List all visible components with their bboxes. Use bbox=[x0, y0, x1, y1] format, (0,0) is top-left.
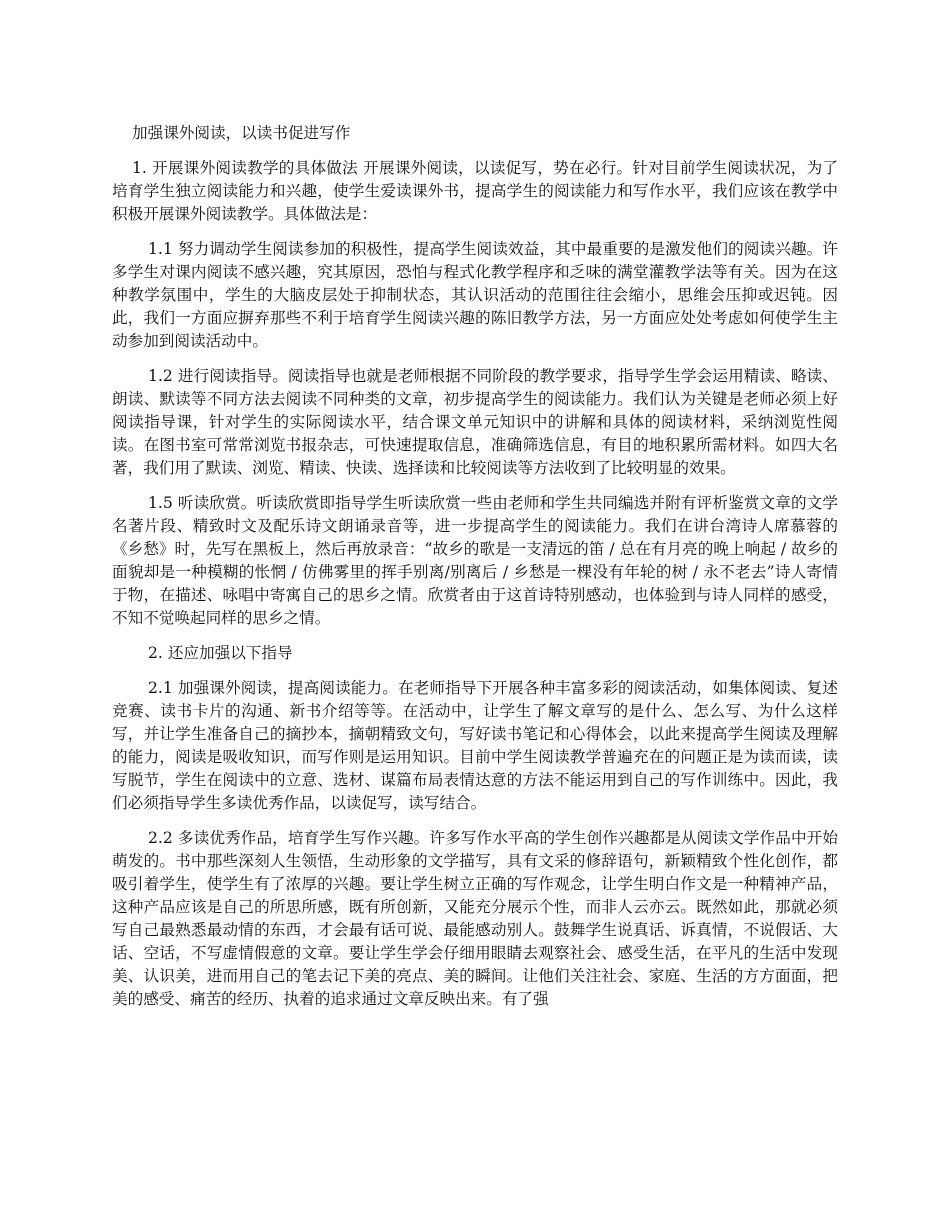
document-page bbox=[112, 122, 838, 1023]
paragraph-section-2-2: 2.2 多读优秀作品，培育学生写作兴趣。许多写作水平高的学生创作兴趣都是从阅读文学作品中开始萌发的。书中那些深刻人生领悟，生动形象的文学描写，具有文采的修辞语句，新颖精致个性化创作，都吸引着学生，使学生有了浓厚的兴趣。要让学生树立正确的写作观念，让学生明白作文是一种精神产品，这种产品应该是自己的所思所感，既有所创新，又能充分展示个性，而非人云亦云。既然如此，那就必须写自己最熟悉最动情的东西，才会最有话可说、最能感动别人。鼓舞学生说真话、诉真情，不说假话、大话、空话，不写虚情假意的文章。要让学生学会仔细用眼睛去观察社会、感受生活，在平凡的生活中发现美、认识美，进而用自己的笔去记下美的亮点、美的瞬间。让他们关注社会、家庭、生活的方方面面，把美的感受、痛苦的经历、执着的追求通过文章反映出来。有了强 bbox=[112, 829, 838, 1008]
document-title: 加强课外阅读，以读书促进写作 bbox=[132, 124, 351, 142]
paragraph-section-2-heading: 2. 还应加强以下指导 bbox=[148, 644, 293, 662]
paragraph-section-2-1: 2.1 加强课外阅读，提高阅读能力。在老师指导下开展各种丰富多彩的阅读活动，如集体阅读、复述竞赛、读书卡片的沟通、新书介绍等等。在活动中，让学生了解文章写的是什么、怎么写、为什么这样写，并让学生准备自己的摘抄本，摘朝精致文句，写好读书笔记和心得体会，以此来提高学生阅读及理解的能力，阅读是吸收知识，而写作则是运用知识。目前中学生阅读教学普遍充在的问题正是为读而读，读写脱节，学生在阅读中的立意、选材、谋篇布局表情达意的方法不能运用到自己的写作训练中。因此，我们必须指导学生多读优秀作品，以读促写，读写结合。 bbox=[112, 679, 838, 812]
paragraph-section-1-1: 1.1 努力调动学生阅读参加的积极性，提高学生阅读效益，其中最重要的是激发他们的阅读兴趣。许多学生对课内阅读不感兴趣，究其原因，恐怕与程式化教学程序和乏味的满堂灌教学法等有关。因为在这种教学氛围中，学生的大脑皮层处于抑制状态，其认识活动的范围往往会缩小，思维会压抑或迟钝。因此，我们一方面应摒弃那些不利于培育学生阅读兴趣的陈旧教学方法，另一方面应处处考虑如何使学生主动参加到阅读活动中。 bbox=[112, 240, 838, 350]
paragraph-section-1-intro: 1. 开展课外阅读教学的具体做法 开展课外阅读，以读促写，势在必行。针对目前学生阅读状况，为了培育学生独立阅读能力和兴趣，使学生爱读课外书，提高学生的阅读能力和写作水平，我们应该在教学中积极开展课外阅读教学。具体做法是： bbox=[112, 159, 838, 223]
paragraph-section-1-2: 1.2 进行阅读指导。阅读指导也就是老师根据不同阶段的教学要求，指导学生学会运用精读、略读、朗读、默读等不同方法去阅读不同种类的文章，初步提高学生的阅读能力。我们认为关键是老师必须上好阅读指导课，针对学生的实际阅读水平，结合课文单元知识中的讲解和具体的阅读材料，采纳浏览性阅读。在图书室可常常浏览书报杂志，可快速提取信息，准确筛选信息，有目的地积累所需材料。如四大名著，我们用了默读、浏览、精读、快读、选择读和比较阅读等方法收到了比较明显的效果。 bbox=[112, 367, 838, 477]
paragraph-section-1-5: 1.5 听读欣赏。听读欣赏即指导学生听读欣赏一些由老师和学生共同编选并附有评析鉴赏文章的文学名著片段、精致时文及配乐诗文朗诵录音等，进一步提高学生的阅读能力。我们在讲台湾诗人席慕蓉的《乡愁》时，先写在黑板上，然后再放录音：“故乡的歌是一支清远的笛 / 总在有月亮的晚上响起 / 故乡的面貌却是一种模糊的怅惘 / 仿佛雾里的挥手别离/别离后 / 乡愁是一棵没有年轮的树 / 永不老去”诗人寄情于物，在描述、咏唱中寄寓自己的思乡之情。欣赏者由于这首诗特别感动，也体验到与诗人同样的感受，不知不觉唤起同样的思乡之情。 bbox=[112, 494, 838, 627]
